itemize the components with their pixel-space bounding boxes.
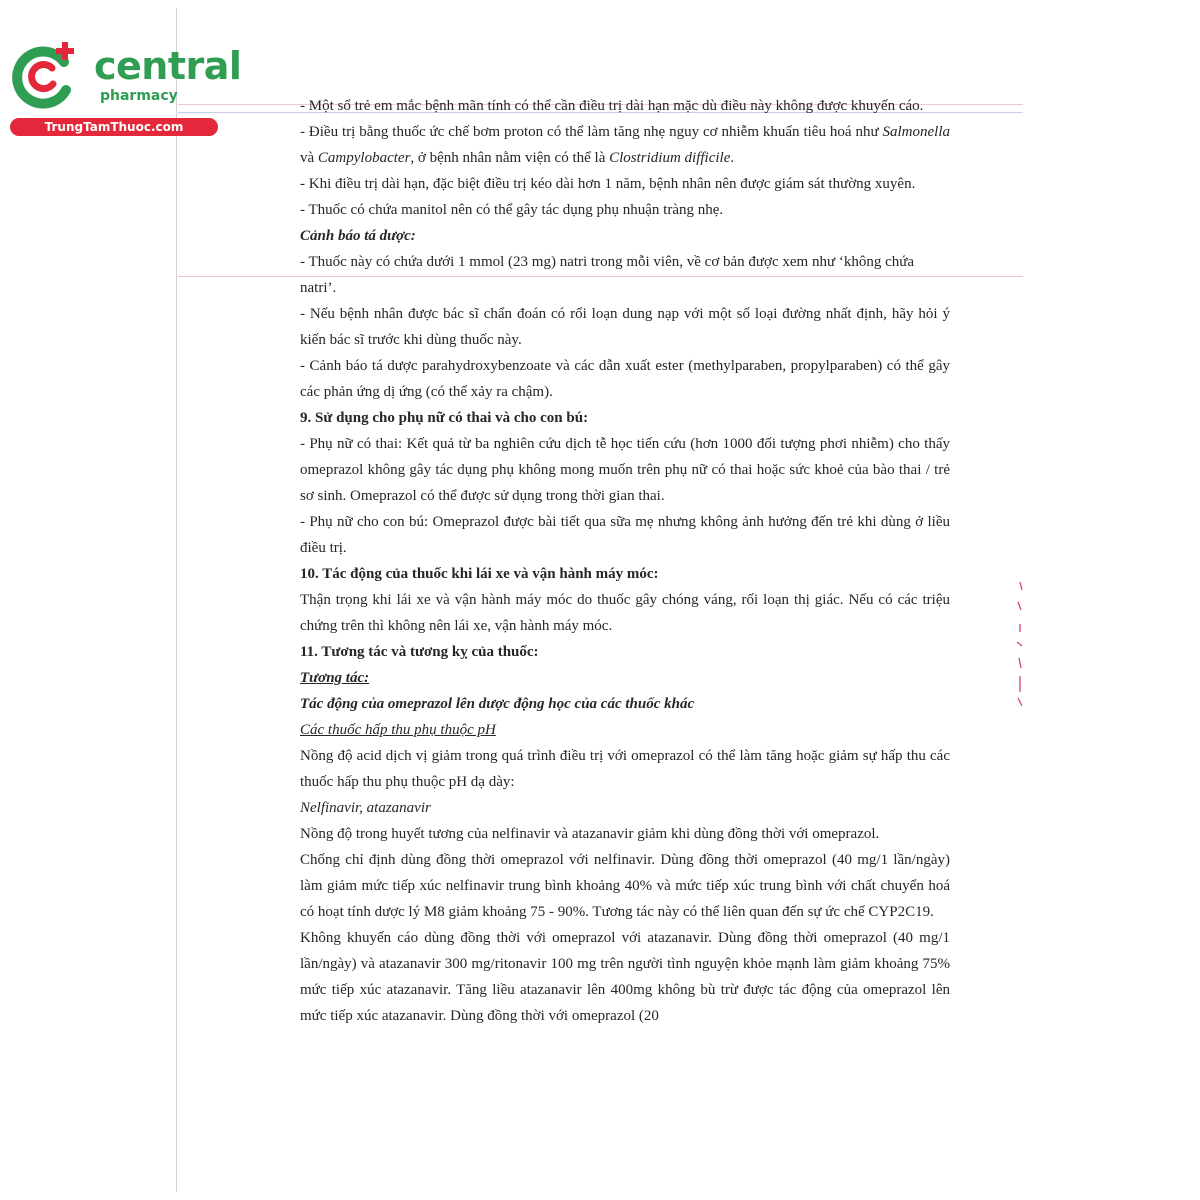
paragraph: - Phụ nữ có thai: Kết quả từ ba nghiên cứu dịch tễ học tiến cứu (hơn 1000 đối tượng phơi nhiễm) cho thấy omeprazol không gây tác dụng phụ không mong muốn trên phụ nữ có thai hoặc sức khoẻ của bào thai / trẻ sơ sinh. Omeprazol có thể được sử dụng trong thời gian thai. — [300, 436, 950, 504]
italic-term: Campylobacter — [317, 150, 411, 166]
italic-term: Salmonella — [882, 124, 950, 140]
section-subheading: Các thuốc hấp thu phụ thuộc pH — [300, 722, 496, 738]
paragraph: - Điều trị bằng thuốc ức chế bơm proton có thể làm tăng nhẹ nguy cơ nhiễm khuẩn tiêu hoá như Salmonella và Campylobacter, ở bệnh nhân nằm viện có thể là Clostridium difficile. — [300, 124, 950, 166]
paragraph: - Thuốc này có chứa dưới 1 mmol (23 mg) natri trong mỗi viên, về cơ bản được xem như ‘không chứa natri’. — [300, 254, 915, 296]
paragraph: Không khuyến cáo dùng đồng thời với omeprazol với atazanavir. Dùng đồng thời omeprazol (40 mg/1 lần/ngày) và atazanavir 300 mg/ritonavir 100 mg trên người tình nguyện khỏe mạnh làm giảm khoảng 75% mức tiếp xúc atazanavir. Tăng liều atazanavir lên 400mg không bù trừ được tác động của omeprazol lên mức tiếp xúc atazanavir. Dùng đồng thời với omeprazol (20 — [300, 930, 950, 1024]
paragraph: - Nếu bệnh nhân được bác sĩ chẩn đoán có rối loạn dung nạp với một số loại đường nhất định, hãy hỏi ý kiến bác sĩ trước khi dùng thuốc này. — [300, 306, 950, 348]
central-pharmacy-logo[interactable] — [10, 40, 242, 140]
paragraph: - Phụ nữ cho con bú: Omeprazol được bài tiết qua sữa mẹ nhưng không ảnh hưởng đến trẻ khi dùng ở liều điều trị. — [300, 514, 950, 556]
pharmacy-cross-icon — [10, 40, 80, 110]
section-heading: 9. Sử dụng cho phụ nữ có thai và cho con bú: — [300, 410, 589, 426]
paragraph: - Một số trẻ em mắc bệnh mãn tính có thể cần điều trị dài hạn mặc dù điều này không được khuyến cáo. — [300, 98, 924, 114]
document-body — [300, 93, 950, 1029]
section-subheading: Tác động của omeprazol lên dược động học của các thuốc khác — [300, 696, 695, 712]
logo-brand: central — [94, 44, 242, 88]
stamp-mark-icon — [1014, 580, 1026, 710]
paragraph: Thận trọng khi lái xe và vận hành máy móc do thuốc gây chóng váng, rối loạn thị giác. Nếu có các triệu chứng trên thì không nên lái xe, vận hành máy móc. — [300, 592, 950, 634]
stamp-marks — [1014, 580, 1026, 715]
paragraph: Nồng độ acid dịch vị giảm trong quá trình điều trị với omeprazol có thể làm tăng hoặc giảm sự hấp thu các thuốc hấp thu phụ thuộc pH dạ dày: — [300, 748, 950, 790]
logo-subtitle: pharmacy — [100, 88, 178, 104]
section-heading: 10. Tác động của thuốc khi lái xe và vận hành máy móc: — [300, 566, 659, 582]
paragraph: - Khi điều trị dài hạn, đặc biệt điều trị kéo dài hơn 1 năm, bệnh nhân nên được giám sát thường xuyên. — [300, 176, 916, 192]
paragraph: Chống chỉ định dùng đồng thời omeprazol với nelfinavir. Dùng đồng thời omeprazol (40 mg/1 lần/ngày) làm giảm mức tiếp xúc nelfinavir trung bình khoảng 40% và mức tiếp xúc trung bình với chất chuyển hoá có hoạt tính dược lý M8 giảm khoảng 75 - 90%. Tương tác này có thể liên quan đến sự ức chế CYP2C19. — [300, 852, 950, 920]
page-edge — [176, 8, 177, 1192]
section-heading: 11. Tương tác và tương kỵ của thuốc: — [300, 644, 539, 660]
paragraph: - Thuốc có chứa manitol nên có thể gây tác dụng phụ nhuận tràng nhẹ. — [300, 202, 724, 218]
paragraph: Nồng độ trong huyết tương của nelfinavir và atazanavir giảm khi dùng đồng thời với omeprazol. — [300, 826, 880, 842]
section-subheading: Tương tác: — [300, 670, 370, 686]
section-subheading: Nelfinavir, atazanavir — [300, 800, 431, 816]
logo-url[interactable]: TrungTamThuoc.com — [10, 118, 218, 136]
italic-term: Clostridium difficile — [609, 150, 731, 166]
section-subheading: Cảnh báo tá dược: — [300, 228, 416, 244]
paragraph: - Cảnh báo tá dược parahydroxybenzoate và các dẫn xuất ester (methylparaben, propylparaben) có thể gây các phản ứng dị ứng (có thể xảy ra chậm). — [300, 358, 950, 400]
